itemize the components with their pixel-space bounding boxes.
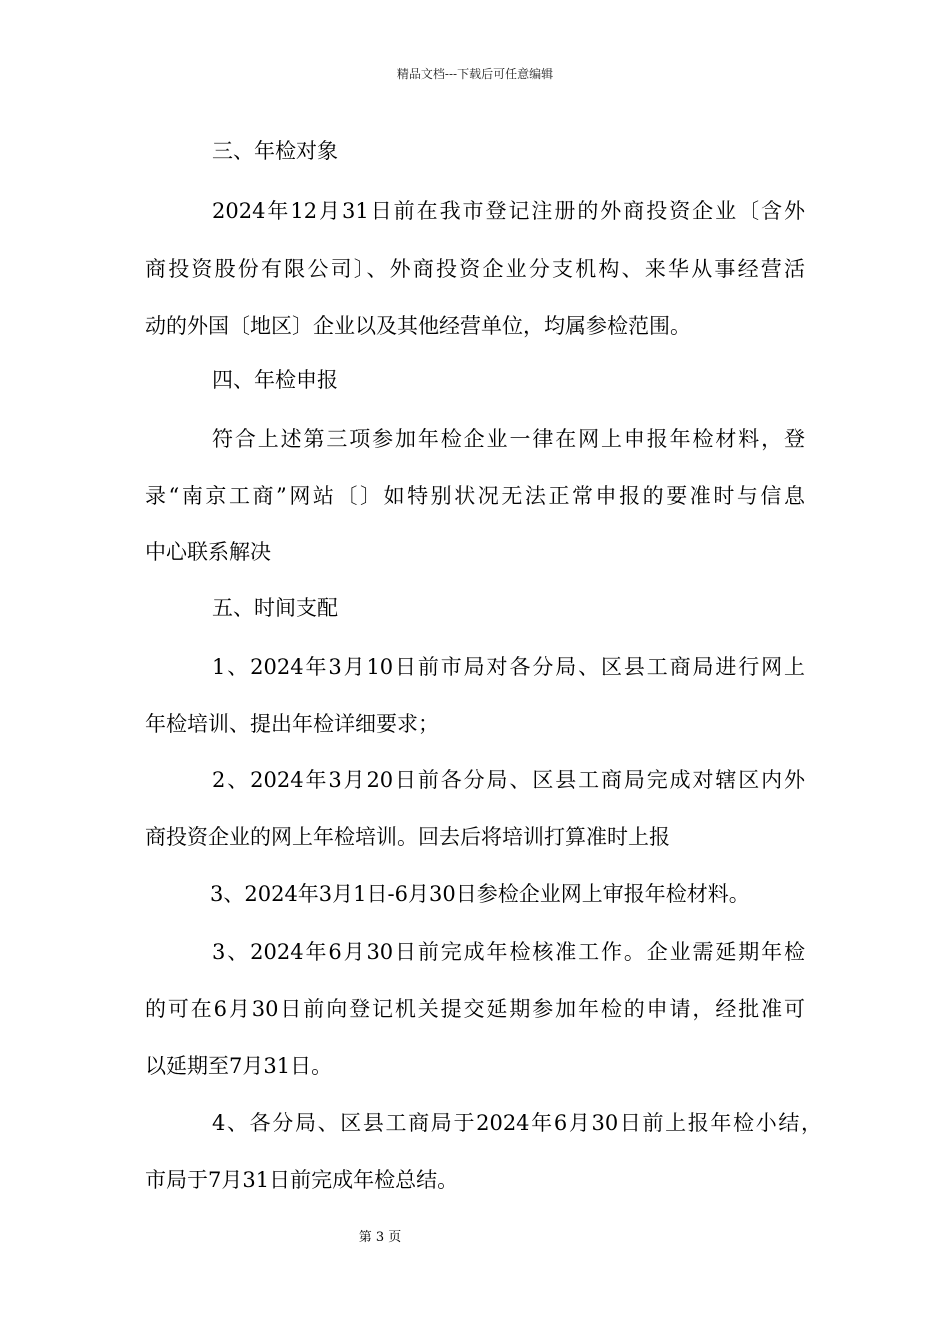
paragraph-line: 3、2024年6月30日前完成年检核准工作。企业需延期年检 — [212, 940, 805, 964]
paragraph-line: 商投资股份有限公司〕、外商投资企业分支机构、来华从事经营活 — [145, 257, 805, 281]
paragraph-line: 2024年12月31日前在我市登记注册的外商投资企业〔含外 — [212, 199, 805, 223]
section-heading-5: 五、时间支配 — [212, 596, 338, 620]
paragraph-line: 符合上述第三项参加年检企业一律在网上申报年检材料，登 — [212, 427, 805, 451]
paragraph-line: 商投资企业的网上年检培训。回去后将培训打算准时上报 — [145, 825, 670, 849]
page-header: 精品文档---下载后可任意编辑 — [396, 67, 554, 81]
paragraph-line: 以延期至7月31日。 — [145, 1054, 333, 1078]
section-heading-3: 三、年检对象 — [212, 139, 338, 163]
paragraph-line: 3、2024年3月1日-6月30日参检企业网上审报年检材料。 — [210, 882, 750, 906]
paragraph-line: 1、2024年3月10日前市局对各分局、区县工商局进行网上 — [212, 655, 805, 679]
paragraph-line: 4、各分局、区县工商局于2024年6月30日前上报年检小结， — [212, 1111, 822, 1135]
paragraph-line: 年检培训、提出年检详细要求； — [145, 712, 439, 736]
paragraph-line: 市局于7月31日前完成年检总结。 — [145, 1168, 459, 1192]
paragraph-line: 动的外国〔地区〕企业以及其他经营单位，均属参检范围。 — [145, 314, 691, 338]
section-heading-4: 四、年检申报 — [212, 368, 338, 392]
paragraph-line: 的可在6月30日前向登记机关提交延期参加年检的申请，经批准可 — [145, 997, 805, 1021]
paragraph-line: 中心联系解决 — [145, 540, 271, 564]
paragraph-line: 录“南京工商”网站〔〕如特别状况无法正常申报的要准时与信息 — [145, 484, 805, 508]
page-number: 第 3 页 — [358, 1230, 402, 1245]
paragraph-line: 2、2024年3月20日前各分局、区县工商局完成对辖区内外 — [212, 768, 805, 792]
